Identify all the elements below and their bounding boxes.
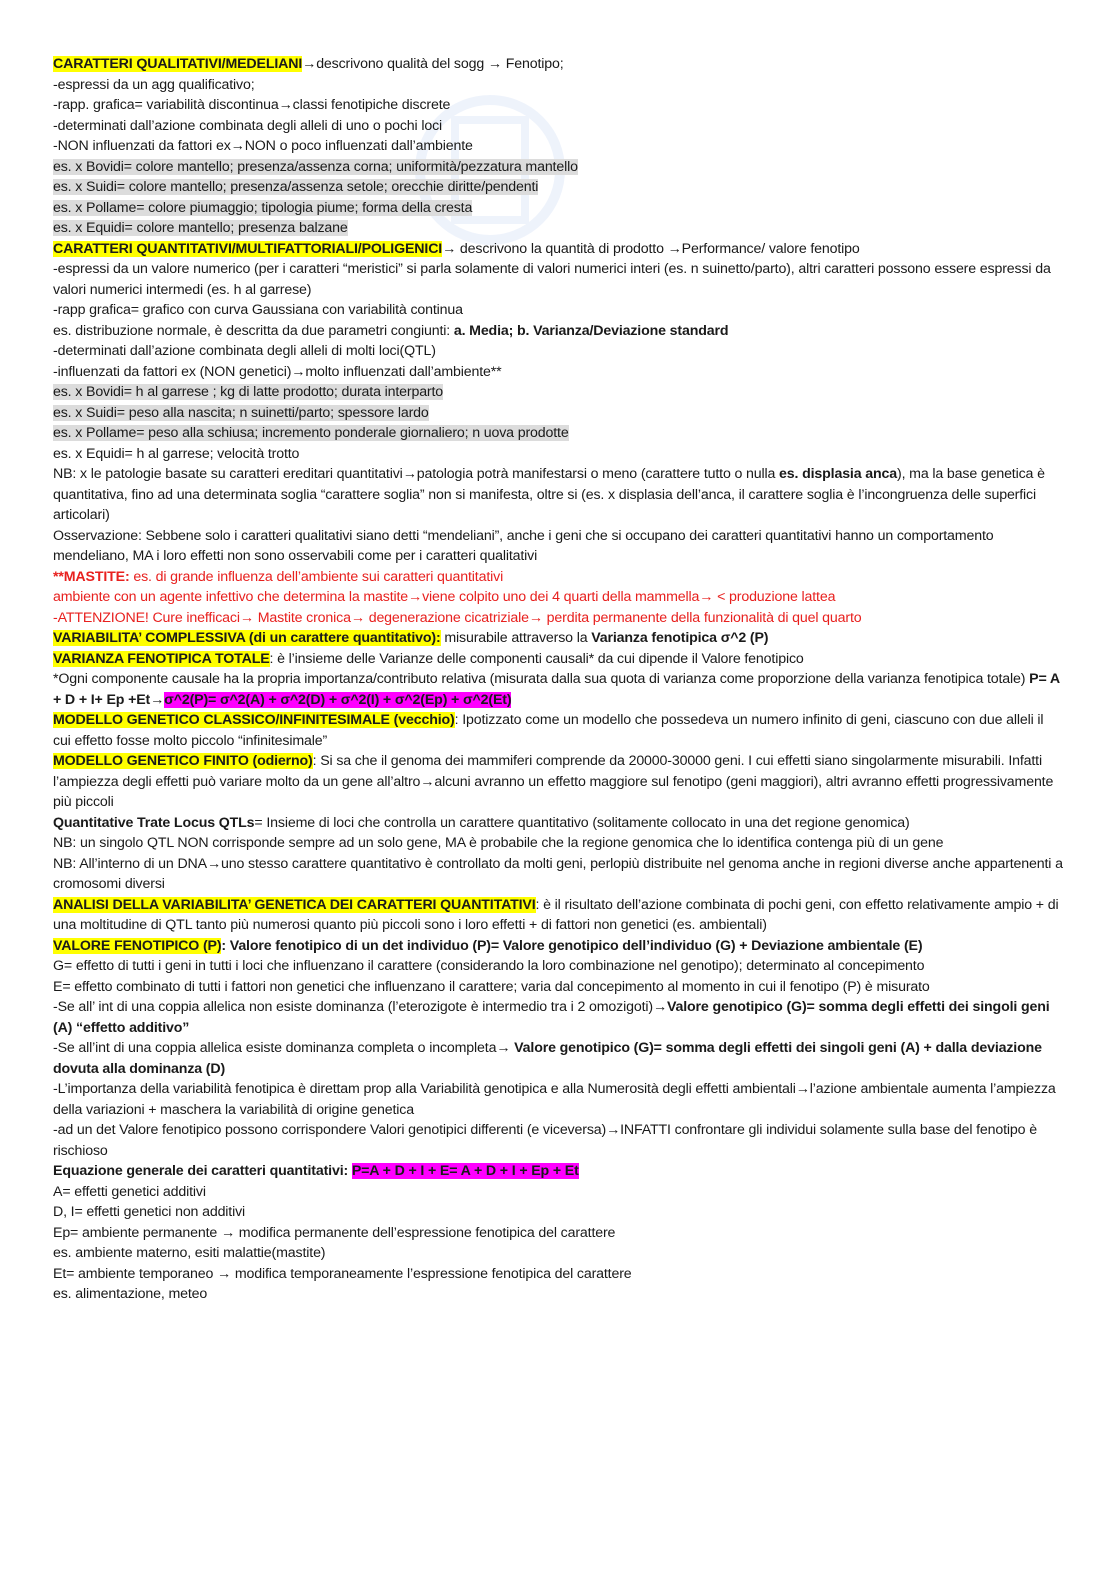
text-segment: es. x Pollame= colore piumaggio; tipologia piume; forma della cresta [53, 199, 473, 216]
arrow-icon: → [220, 1224, 235, 1241]
text-line [53, 587, 1063, 608]
text-line [53, 177, 1063, 198]
text-line [53, 608, 1063, 629]
text-line [53, 218, 1063, 239]
text-segment: Valore genotipico (G)= somma degli effetti dei singoli geni (A) + dalla deviazione dovuta alla dominanza (D) [53, 1040, 1042, 1077]
text-segment: G= effetto di tutti i geni in tutti i loci che influenzano il carattere (considerando la loro combinazione nel genotipo); determinato al concepimento [53, 958, 925, 974]
text-line [53, 403, 1063, 424]
text-segment: VALORE FENOTIPICO (P) [53, 937, 222, 954]
text-line [53, 1182, 1063, 1203]
text-line [53, 1038, 1063, 1079]
text-segment: es. x Bovidi= colore mantello; presenza/assenza corna; uniformità/pezzatura mantello [53, 158, 578, 175]
document-body [53, 54, 1063, 1305]
text-line [53, 710, 1063, 751]
text-line [53, 1202, 1063, 1223]
text-line [53, 526, 1063, 567]
text-segment: -rapp. grafica= variabilità discontinua [53, 97, 279, 113]
text-segment: Et= ambiente temporaneo [53, 1265, 217, 1282]
arrow-icon: → [408, 589, 423, 605]
arrow-icon: → [667, 240, 682, 257]
arrow-icon: → [278, 97, 293, 113]
text-line [53, 444, 1063, 465]
text-segment: ANALISI DELLA VARIABILITA’ GENETICA DEI CARATTERI QUANTITATIVI [53, 896, 536, 913]
text-segment: modifica permanente dell’espressione fenotipica del carattere [235, 1224, 616, 1241]
text-segment: es. x Suidi= peso alla nascita; n suinetti/parto; spessore lardo [53, 404, 429, 421]
text-segment: -Se all’ int di una coppia allelica non esiste dominanza (l’eterozigote è intermedio tra i 2 omozigoti) [53, 999, 653, 1015]
text-segment: σ^2(P)= σ^2(A) + σ^2(D) + σ^2(I) + σ^2(Ep) + σ^2(Et) [164, 691, 512, 708]
text-segment: MODELLO GENETICO FINITO (odierno) [53, 753, 313, 769]
text-line [53, 1243, 1063, 1264]
arrow-icon: → [291, 363, 306, 380]
text-line [53, 423, 1063, 444]
text-segment: **MASTITE: [53, 568, 130, 585]
text-segment: Varianza fenotipica σ^2 (P) [591, 630, 769, 646]
text-segment: P= A + D + I+ Ep +Et [53, 671, 1060, 708]
text-segment: -ad un det Valore fenotipico possono corrispondere Valori genotipici differenti (e viceversa) [53, 1122, 607, 1138]
text-segment: es. ambiente materno, esiti malattie(mastite) [53, 1245, 326, 1261]
text-segment: classi fenotipiche discrete [292, 97, 451, 113]
arrow-icon: → [496, 1040, 511, 1056]
text-segment: CARATTERI QUALITATIVI/MEDELIANI [53, 56, 303, 72]
text-line [53, 198, 1063, 219]
text-segment: -NON influenzati da fattori ex [53, 138, 231, 154]
text-segment: patologia potrà manifestarsi o meno (carattere tutto o nulla [416, 466, 780, 482]
text-line [53, 669, 1063, 710]
text-segment: descrivono qualità del sogg [316, 56, 488, 72]
text-line [53, 362, 1063, 383]
text-segment: < produzione lattea [713, 589, 836, 605]
text-segment: es. x Pollame= peso alla schiusa; incremento ponderale giornaliero; n uova prodotte [53, 425, 569, 441]
text-segment: : Si sa che il genoma dei mammiferi comprende da 20000-30000 geni. I cui effetti siano singolarmente misurabili. Infatti l’ampiezza degli effetti può variare molto da un gene all’altro [53, 753, 1042, 790]
text-segment: Osservazione: Sebbene solo i caratteri qualitativi siano detti “mendeliani”, anche i geni che si occupano dei caratteri quantitativi hanno un comportamento mendeliano, MA i loro effetti non sono osservabili come per i caratteri qualitativi [53, 527, 994, 564]
arrow-icon: → [350, 609, 365, 626]
text-line [53, 751, 1063, 813]
text-line [53, 321, 1063, 342]
text-line [53, 1161, 1063, 1182]
text-segment: perdita permanente della funzionalità di quel quarto [542, 609, 862, 626]
text-segment: CARATTERI QUANTITATIVI/MULTIFATTORIALI/POLIGENICI [53, 240, 443, 257]
text-segment: es. displasia anca [779, 466, 897, 482]
text-segment: es. x Equidi= h al garrese; velocità trotto [53, 445, 300, 462]
arrow-icon: → [217, 1265, 232, 1282]
text-segment: a. Media; b. Varianza/Deviazione standard [453, 322, 729, 339]
text-line [53, 997, 1063, 1038]
text-segment: es. x Bovidi= h al garrese ; kg di latte prodotto; durata interparto [53, 384, 444, 400]
text-segment: alcuni avranno un effetto maggiore sul fenotipo (geni maggiori), altri avranno effetti progressivamente più piccoli [53, 773, 1054, 810]
text-line [53, 136, 1063, 157]
text-segment: es. alimentazione, meteo [53, 1286, 208, 1302]
text-segment: misurabile attraverso la [440, 630, 592, 646]
text-segment: INFATTI confrontare gli individui solamente sulla base del fenotipo è rischioso [53, 1122, 1037, 1159]
text-line [53, 1223, 1063, 1244]
text-line [53, 464, 1063, 526]
arrow-icon: → [652, 999, 667, 1015]
text-line [53, 116, 1063, 137]
text-segment: -espressi da un agg qualificativo; [53, 76, 255, 93]
text-line [53, 895, 1063, 936]
text-segment: MODELLO GENETICO CLASSICO/INFINITESIMALE (vecchio) [53, 712, 455, 728]
text-segment: A= effetti genetici additivi [53, 1183, 206, 1200]
text-segment: Valore genotipico (G)= somma degli effetti dei singoli geni (A) “effetto additivo” [53, 999, 1050, 1036]
arrow-icon: → [606, 1122, 621, 1138]
text-segment: : Valore fenotipico di un det individuo (P)= Valore genotipico dell’individuo (G) + Deviazione ambientale (E) [221, 937, 923, 954]
text-line [53, 95, 1063, 116]
text-line [53, 1264, 1063, 1285]
text-segment: : è il risultato dell’azione combinata di pochi geni, con effetto relativamente ampio + di una moltitudine di QTL tanto più numerosi quanto più piccoli sono i loro effetti + di fattori non genetici (es. ambientali) [53, 896, 1059, 933]
text-segment: uno stesso carattere quantitativo è controllato da molti geni, perlopiù distribuite nel genoma anche in regioni diverse anche appartenenti a cromosomi diversi [53, 855, 1063, 892]
text-segment: NON o poco influenzati dall’ambiente [244, 138, 473, 154]
arrow-icon: → [302, 56, 317, 72]
text-line [53, 75, 1063, 96]
arrow-icon: → [528, 609, 543, 626]
text-segment: l’azione ambientale aumenta l’ampiezza della variazioni + maschera la variabilità di origine genetica [53, 1081, 1056, 1118]
text-segment: Ep= ambiente permanente [53, 1224, 221, 1241]
text-segment: Quantitative Trate Locus QTLs [53, 814, 255, 831]
arrow-icon: → [239, 609, 254, 626]
text-segment: ), ma la base genetica è quantitativa, fino ad una determinata soglia “carattere soglia” non si manifesta, oltre si (es. x displasia dell’anca, il carattere soglia è l’incongruenza delle superfici articolari) [53, 466, 1045, 523]
text-segment: Equazione generale dei caratteri quantitativi: [53, 1163, 352, 1179]
text-segment: viene colpito uno dei 4 quarti della mammella [422, 589, 700, 605]
text-line [53, 628, 1063, 649]
text-segment: Performance/ valore fenotipo [681, 240, 860, 257]
text-segment: -Se all’int di una coppia allelica esiste dominanza completa o incompleta [53, 1040, 497, 1056]
text-line [53, 1120, 1063, 1161]
text-segment: ambiente con un agente infettivo che determina la mastite [53, 589, 409, 605]
arrow-icon: → [442, 240, 457, 257]
text-line [53, 813, 1063, 834]
text-line [53, 936, 1063, 957]
arrow-icon: → [420, 773, 435, 790]
arrow-icon: → [402, 466, 417, 482]
arrow-icon: → [699, 589, 714, 605]
text-segment: Fenotipo; [501, 56, 564, 72]
text-segment: es. distribuzione normale, è descritta da due parametri congiunti: [53, 322, 454, 339]
text-line [53, 300, 1063, 321]
text-segment: D, I= effetti genetici non additivi [53, 1204, 246, 1220]
text-line [53, 1284, 1063, 1305]
arrow-icon: → [795, 1081, 810, 1097]
text-segment: -ATTENZIONE! Cure inefficaci [53, 609, 240, 626]
text-line [53, 341, 1063, 362]
text-line [53, 854, 1063, 895]
arrow-icon: → [150, 691, 165, 708]
arrow-icon: → [206, 855, 222, 872]
text-segment: es. x Suidi= colore mantello; presenza/assenza setole; orecchie diritte/pendenti [53, 179, 539, 195]
text-line [53, 259, 1063, 300]
text-segment: -espressi da un valore numerico (per i caratteri “meristici” si parla solamente di valori numerici interi (es. n suinetto/parto), altri caratteri possono essere espressi da valori numerici intermedi (es. h al garrese) [53, 261, 1051, 298]
text-segment: degenerazione cicatriziale [364, 609, 529, 626]
text-segment: es. di grande influenza dell’ambiente sui caratteri quantitativi [129, 568, 504, 585]
text-line [53, 833, 1063, 854]
text-segment: es. x Equidi= colore mantello; presenza balzane [53, 220, 348, 236]
text-line [53, 239, 1063, 260]
arrow-icon: → [487, 56, 502, 72]
text-line [53, 157, 1063, 178]
arrow-icon: → [230, 138, 245, 154]
text-segment: -determinati dall’azione combinata degli alleli di molti loci(QTL) [53, 343, 436, 359]
text-line [53, 956, 1063, 977]
text-line [53, 567, 1063, 588]
text-segment: P=A + D + I + E= A + D + I + Ep + Et [351, 1163, 579, 1179]
text-segment: NB: un singolo QTL NON corrisponde sempre ad un solo gene, MA è probabile che la regione genomica che lo identifica contenga più di un gene [53, 835, 944, 851]
text-segment: : è l’insieme delle Varianze delle componenti causali* da cui dipende il Valore fenotipico [269, 650, 804, 667]
text-segment: molto influenzati dall’ambiente** [305, 363, 502, 380]
text-segment: modifica temporaneamente l’espressione fenotipica del carattere [231, 1265, 632, 1282]
text-segment: : Ipotizzato come un modello che possedeva un numero infinito di geni, ciascuno con due alleli il cui effetto fosse molto piccolo “infinitesimale” [53, 712, 1044, 749]
text-segment: Mastite cronica [253, 609, 351, 626]
text-segment: E= effetto combinato di tutti i fattori non genetici che influenzano il carattere; varia dal concepimento al momento in cui il fenotipo (P) è misurato [53, 978, 930, 995]
text-line [53, 977, 1063, 998]
text-segment: VARIABILITA’ COMPLESSIVA (di un carattere quantitativo): [53, 630, 441, 646]
text-line [53, 54, 1063, 75]
text-segment: -determinati dall’azione combinata degli alleli di uno o pochi loci [53, 117, 443, 134]
text-segment: = Insieme di loci che controlla un carattere quantitativo (solitamente collocato in una det regione genomica) [254, 814, 910, 831]
text-line [53, 1079, 1063, 1120]
text-line [53, 382, 1063, 403]
text-segment: -rapp grafica= grafico con curva Gaussiana con variabilità continua [53, 302, 463, 318]
text-line [53, 649, 1063, 670]
text-segment: *Ogni componente causale ha la propria importanza/contributo relativa (misurata dalla sua quota di varianza come proporzione della varianza fenotipica totale) [53, 671, 1030, 687]
text-segment: descrivono la quantità di prodotto [456, 240, 668, 257]
text-segment: -L’importanza della variabilità fenotipica è direttam prop alla Variabilità genotipica e alla Numerosità degli effetti ambientali [53, 1081, 796, 1097]
text-segment: -influenzati da fattori ex (NON genetici) [53, 363, 292, 380]
text-segment: VARIANZA FENOTIPICA TOTALE [53, 650, 270, 667]
text-segment: NB: x le patologie basate su caratteri ereditari quantitativi [53, 466, 403, 482]
text-segment: NB: All’interno di un DNA [53, 855, 207, 872]
